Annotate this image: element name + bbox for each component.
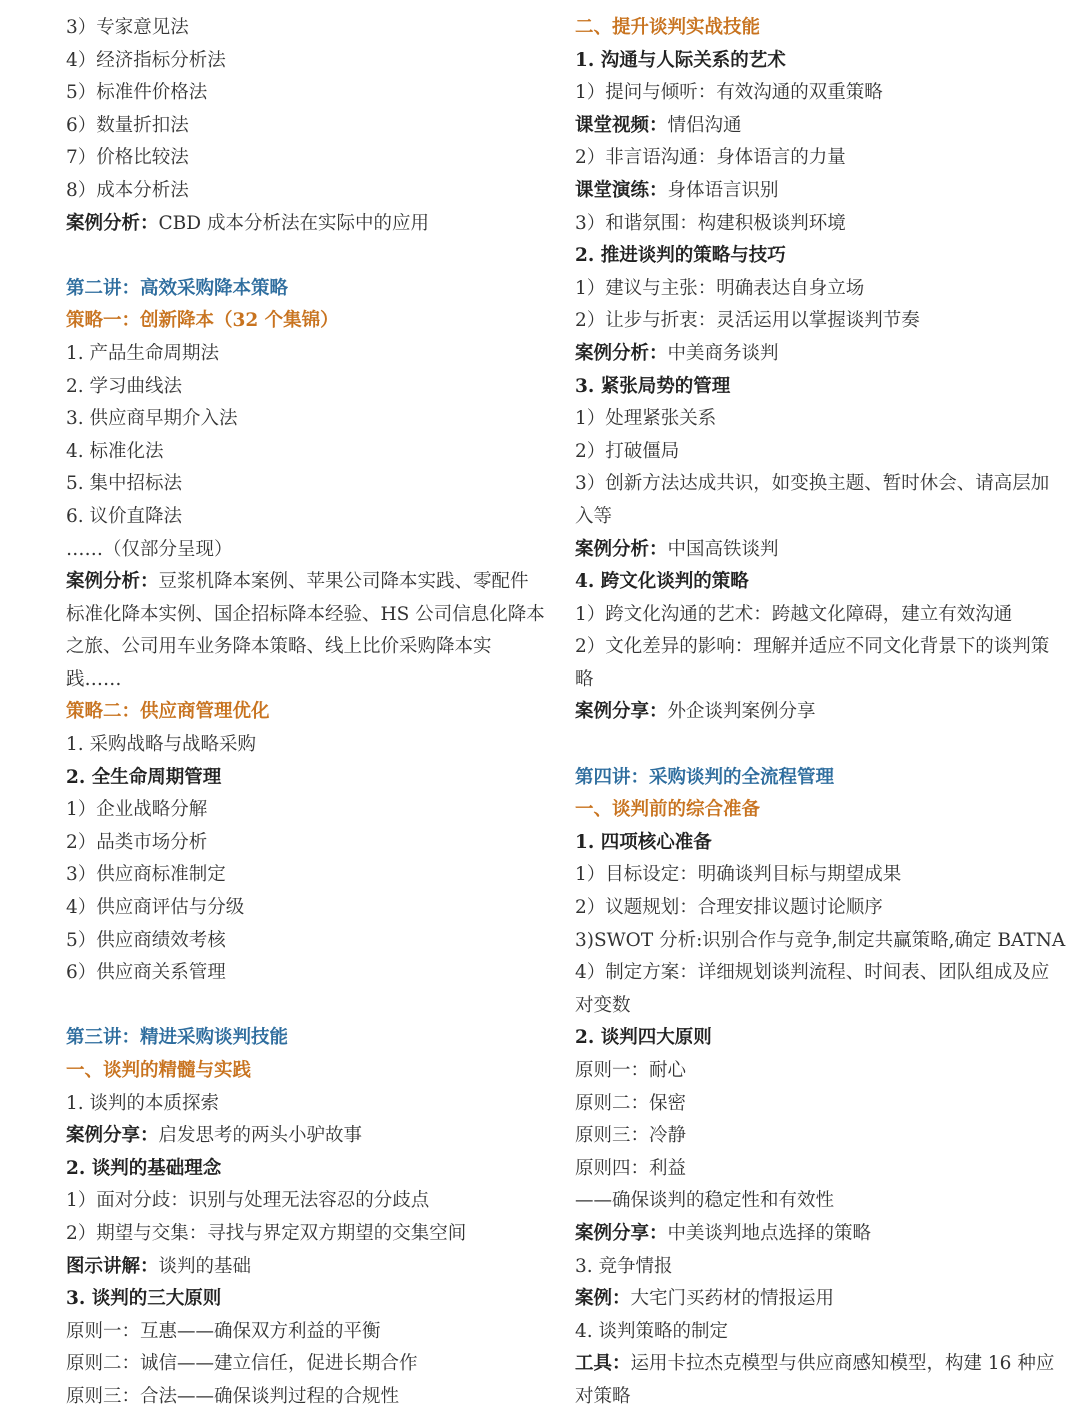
list-item: ……（仅部分呈现） (66, 538, 233, 560)
labeled-line (575, 1218, 1055, 1251)
subsection-heading: 策略二：供应商管理优化 (66, 701, 270, 723)
list-item: 1）跨文化沟通的艺术：跨越文化障碍，建立有效沟通 (575, 603, 1013, 625)
subsection-heading: 策略一：创新降本（32 个集锦） (66, 310, 339, 332)
line-text: 谈判的基础 (158, 1255, 252, 1277)
left-column (66, 12, 546, 1414)
list-item: 原则二：保密 (575, 1092, 687, 1114)
topic-heading: 2. 全生命周期管理 (66, 766, 222, 788)
subsection-heading: 一、谈判的精髓与实践 (66, 1060, 252, 1081)
list-item: 5）供应商绩效考核 (66, 929, 226, 951)
topic-heading: 2. 谈判的基础理念 (66, 1157, 222, 1179)
spacer (575, 729, 1055, 762)
lecture-heading: 第二讲：高效采购降本策略 (66, 277, 289, 299)
list-item: 3. 供应商早期介入法 (66, 408, 238, 430)
list-item: 6）数量折扣法 (66, 114, 189, 136)
list-item: 1）处理紧张关系 (575, 408, 717, 430)
line-label: 工具： (575, 1353, 631, 1375)
list-item: 7）价格比较法 (66, 147, 189, 169)
list-item: 原则三：合法——确保谈判过程的合规性 (66, 1385, 400, 1407)
list-item: 4. 标准化法 (66, 440, 164, 462)
labeled-line (575, 175, 1055, 208)
list-item: 1）企业战略分解 (66, 799, 208, 821)
topic-heading: 4. 跨文化谈判的策略 (575, 571, 749, 593)
list-item: 6. 议价直降法 (66, 505, 183, 527)
line-label: 案例分享： (575, 701, 668, 723)
lecture-heading: 第四讲：采购谈判的全流程管理 (575, 766, 835, 788)
line-label: 课堂视频： (575, 114, 668, 136)
list-item: 1）提问与倾听：有效沟通的双重策略 (575, 82, 883, 104)
labeled-line (575, 696, 1055, 729)
list-item: 4. 谈判策略的制定 (575, 1320, 729, 1342)
labeled-line (66, 566, 546, 696)
line-text: 豆浆机降本案例、苹果公司降本实践、零配件标准化降本实例、国企招标降本经验、HS 公司信息化降本之旅、公司用车业务降本策略、线上比价采购降本实践…… (66, 571, 545, 690)
list-item: 2）非言语沟通：身体语言的力量 (575, 147, 846, 169)
line-text: 中美谈判地点选择的策略 (667, 1222, 872, 1244)
list-item: 3）创新方法达成共识，如变换主题、暂时休会、请高层加入等 (575, 473, 1050, 527)
labeled-line (66, 1120, 546, 1153)
topic-heading: 1. 沟通与人际关系的艺术 (575, 49, 786, 71)
line-label: 案例分析： (575, 538, 668, 560)
topic-heading: 2. 推进谈判的策略与技巧 (575, 245, 786, 267)
list-item: 2）文化差异的影响：理解并适应不同文化背景下的谈判策略 (575, 636, 1050, 690)
list-item: 3）和谐氛围：构建积极谈判环境 (575, 212, 846, 234)
line-text: 启发思考的两头小驴故事 (158, 1125, 363, 1147)
topic-heading: 3. 谈判的三大原则 (66, 1288, 222, 1310)
spacer (66, 240, 546, 273)
list-item: 3）供应商标准制定 (66, 864, 226, 886)
line-text: 中国高铁谈判 (667, 538, 779, 560)
line-label: 案例分析： (575, 342, 668, 364)
list-item: 3)SWOT 分析:识别合作与竞争,制定共赢策略,确定 BATNA (575, 929, 1066, 951)
list-item: 1. 产品生命周期法 (66, 342, 220, 364)
topic-heading: 2. 谈判四大原则 (575, 1027, 712, 1049)
line-label: 课堂演练： (575, 179, 668, 201)
line-label: 案例分享： (575, 1222, 668, 1244)
list-item: 1）建议与主张：明确表达自身立场 (575, 277, 865, 299)
line-text: 外企谈判案例分享 (667, 701, 816, 723)
list-item: 4）供应商评估与分级 (66, 897, 245, 919)
list-item: 原则四：利益 (575, 1157, 687, 1179)
labeled-line (575, 110, 1055, 143)
subsection-heading: 一、谈判前的综合准备 (575, 799, 761, 821)
list-item: 2）期望与交集：寻找与界定双方期望的交集空间 (66, 1222, 467, 1244)
list-item: 2. 学习曲线法 (66, 375, 183, 397)
list-item: 3）专家意见法 (66, 17, 189, 38)
list-item: 1）面对分歧：识别与处理无法容忍的分歧点 (66, 1190, 430, 1212)
line-label: 案例分析： (66, 571, 159, 593)
line-text: 大宅门买药材的情报运用 (630, 1288, 835, 1310)
line-text: 运用卡拉杰克模型与供应商感知模型，构建 16 种应对策略 (575, 1353, 1055, 1407)
list-item: 2）议题规划：合理安排议题讨论顺序 (575, 897, 883, 919)
line-label: 案例分析： (66, 212, 159, 234)
list-item: 5. 集中招标法 (66, 473, 183, 495)
lecture-heading: 第三讲：精进采购谈判技能 (66, 1027, 289, 1049)
labeled-line (575, 1348, 1055, 1413)
topic-heading: 1. 四项核心准备 (575, 831, 712, 853)
list-item: ——确保谈判的稳定性和有效性 (575, 1190, 835, 1212)
list-item: 2）打破僵局 (575, 440, 680, 462)
list-item: 1. 谈判的本质探索 (66, 1092, 220, 1114)
line-text: 中美商务谈判 (667, 342, 779, 364)
list-item: 2）品类市场分析 (66, 831, 208, 853)
list-item: 原则二：诚信——建立信任，促进长期合作 (66, 1353, 418, 1375)
list-item: 1. 采购战略与战略采购 (66, 734, 257, 756)
line-label: 案例分享： (66, 1125, 159, 1147)
line-text: 身体语言识别 (667, 179, 779, 201)
topic-heading: 3. 紧张局势的管理 (575, 375, 731, 397)
line-text: CBD 成本分析法在实际中的应用 (158, 212, 429, 234)
list-item: 原则一：耐心 (575, 1060, 687, 1081)
line-label: 案例： (575, 1288, 631, 1310)
labeled-line (575, 534, 1055, 567)
list-item: 4）制定方案：详细规划谈判流程、时间表、团队组成及应对变数 (575, 962, 1050, 1016)
line-label: 图示讲解： (66, 1255, 159, 1277)
subsection-heading: 二、提升谈判实战技能 (575, 17, 761, 38)
list-item: 8）成本分析法 (66, 179, 189, 201)
labeled-line (66, 1251, 546, 1284)
right-column (575, 12, 1066, 1414)
list-item: 原则三：冷静 (575, 1125, 687, 1147)
labeled-line (575, 338, 1055, 371)
labeled-line (575, 1283, 1055, 1316)
list-item: 原则一：互惠——确保双方利益的平衡 (66, 1320, 381, 1342)
list-item: 3. 竞争情报 (575, 1255, 673, 1277)
line-text: 情侣沟通 (667, 114, 742, 136)
list-item: 1）目标设定：明确谈判目标与期望成果 (575, 864, 902, 886)
list-item: 5）标准件价格法 (66, 82, 208, 104)
labeled-line (66, 208, 546, 241)
list-item: 4）经济指标分析法 (66, 49, 226, 71)
list-item: 6）供应商关系管理 (66, 962, 226, 984)
spacer (66, 990, 546, 1023)
list-item: 2）让步与折衷：灵活运用以掌握谈判节奏 (575, 310, 920, 332)
